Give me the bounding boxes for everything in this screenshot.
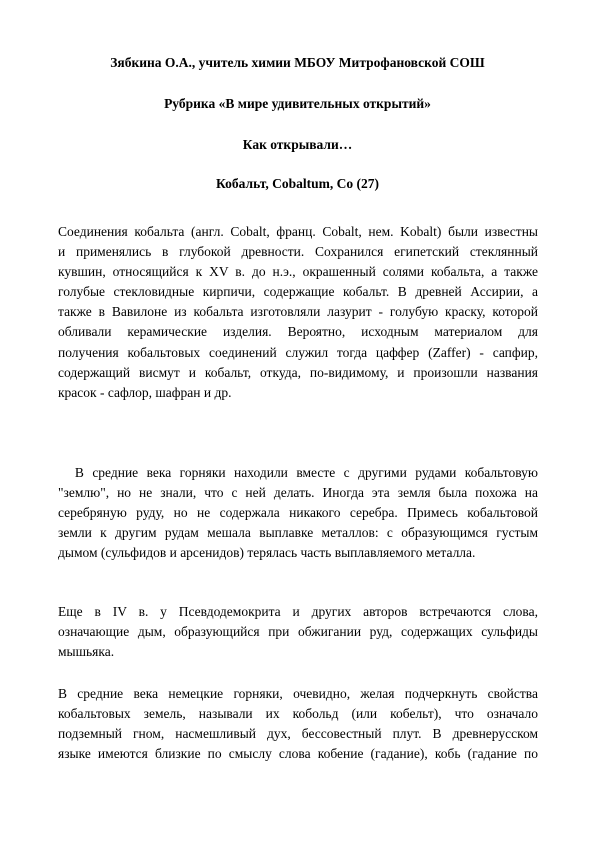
paragraph-2 bbox=[58, 463, 538, 563]
paragraph-line: означающие дым, образующийся при обжигании руд, содержащих сульфиды bbox=[58, 624, 538, 640]
paragraph-line: содержащий висмут и кобальт, откуда, по-видимому, и произошли названия bbox=[58, 364, 538, 380]
paragraph-line: также в Вавилоне из кобальта изготовляли лазурит - голубую краску, которой bbox=[58, 304, 538, 320]
paragraph-line: серебряную руду, но не содержала никакого серебра. Примесь кобальтовой bbox=[58, 505, 538, 521]
paragraph-4 bbox=[58, 684, 538, 764]
paragraph-line: голубые стекловидные кирпичи, содержащие кобальт. В древней Ассирии, а bbox=[58, 284, 538, 300]
paragraph-line: подземный гном, насмешливый дух, бессовестный плут. В древнерусском bbox=[58, 726, 538, 742]
paragraph-line: и применялись в глубокой древности. Сохранился египетский стеклянный bbox=[58, 244, 538, 260]
paragraph-line: "землю", но не знали, что с ней делать. Иногда эта земля была похожа на bbox=[58, 485, 538, 501]
paragraph-line: мышьяка. bbox=[58, 644, 115, 660]
article-title: Кобальт, Cobaltum, Co (27) bbox=[216, 176, 379, 191]
paragraph-line: земли к другим рудам мешала выплавке металлов: с образующимся густым bbox=[58, 525, 538, 541]
paragraph-line: кувшин, относящийся к XV в. до н.э., окрашенный солями кобальта, а также bbox=[58, 264, 538, 280]
author-line: Зябкина О.А., учитель химии МБОУ Митрофановской СОШ bbox=[110, 55, 485, 70]
paragraph-line: обливали керамические изделия. Вероятно, исходным материалом для bbox=[58, 324, 538, 340]
paragraph-line: кобальтовых земель, называли их кобольд (или кобельт), что означало bbox=[58, 706, 538, 722]
rubric-line: Рубрика «В мире удивительных открытий» bbox=[164, 96, 431, 111]
paragraph-line: В средние века немецкие горняки, очевидно, желая подчеркнуть свойства bbox=[58, 686, 538, 701]
paragraph-line: красок - сафлор, шафран и др. bbox=[58, 384, 232, 400]
paragraph-line: языке имеются близкие по смыслу слова кобение (гадание), кобь (гадание по bbox=[58, 746, 538, 762]
paragraph-1 bbox=[58, 222, 538, 403]
paragraph-line: Соединения кобальта (англ. Cobalt, франц. Cobalt, нем. Kobalt) были известны bbox=[58, 224, 538, 239]
paragraph-line: получения кобальтовых соединений служил тогда цаффер (Zaffer) - сапфир, bbox=[58, 344, 538, 360]
paragraph-line: дымом (сульфидов и арсенидов) терялась часть выплавляемого металла. bbox=[58, 545, 476, 561]
paragraph-line: В средние века горняки находили вместе с другими рудами кобальтовую bbox=[58, 465, 538, 480]
paragraph-3 bbox=[58, 602, 538, 662]
series-line: Как открывали… bbox=[242, 137, 353, 152]
paragraph-line: Еще в IV в. у Псевдодемокрита и других авторов встречаются слова, bbox=[58, 604, 538, 619]
